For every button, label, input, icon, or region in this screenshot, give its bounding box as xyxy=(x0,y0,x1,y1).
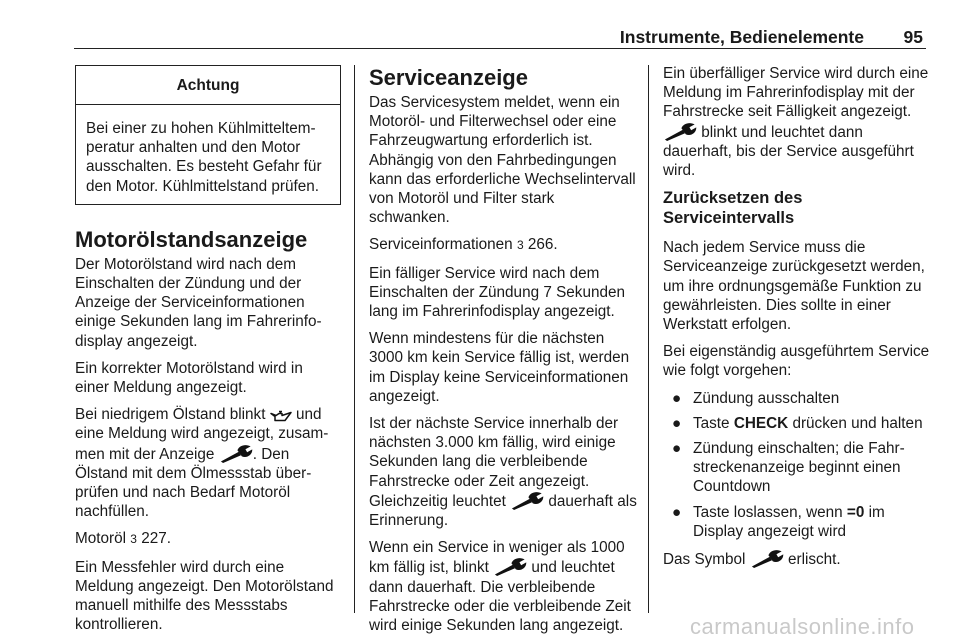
paragraph: Nach jedem Service muss die Serviceanzeige zurückgesetzt werden, um ihre ordnungsgemäße Funktion zu gewährleisten. Dies sollte in einer Werkstatt erfolgen. xyxy=(663,239,925,334)
column-left xyxy=(75,65,341,642)
steps-list xyxy=(663,389,935,541)
column-right xyxy=(663,64,935,577)
paragraph: Das Symbol erlischt. xyxy=(663,551,841,569)
paragraph: Ist der nächste Service innerhalb der nächsten 3.000 km fällig, wird einige Sekunden lang die verbleibende Fahrstrecke oder Zeit angezeigt. Gleichzeitig leuchtet dauerhaft als Erinnerung. xyxy=(369,415,637,530)
watermark: carmanualsonline.info xyxy=(690,614,915,639)
column-divider xyxy=(354,65,355,613)
wrench-icon xyxy=(663,122,697,141)
wrench-icon xyxy=(493,557,527,576)
list-item: ● Taste CHECK drücken und halten xyxy=(672,414,923,432)
list-item: ● Zündung ausschalten xyxy=(672,389,840,407)
check-key-label: CHECK xyxy=(733,414,789,432)
page-header xyxy=(74,0,926,49)
paragraph: Wenn mindestens für die nächsten 3000 km kein Service fällig ist, werden im Display keine Serviceinformationen angezeigt. xyxy=(369,330,630,405)
paragraph: Ein korrekter Motorölstand wird in einer Meldung angezeigt. xyxy=(75,359,303,397)
wrench-icon xyxy=(219,444,253,463)
cross-reference[interactable]: Motoröl 3 227. xyxy=(75,530,171,548)
wrench-icon xyxy=(510,491,544,510)
page-title: Instrumente, Bedienelemente xyxy=(619,27,864,47)
oil-can-icon xyxy=(270,410,292,423)
warning-box xyxy=(75,65,341,205)
paragraph: Ein Messfehler wird durch eine Meldung angezeigt. Den Motorölstand manuell mithilfe des Messstabs kontrollieren. xyxy=(75,558,334,634)
column-divider xyxy=(648,65,649,613)
paragraph: Das Servicesystem meldet, wenn ein Motoröl- und Filterwechsel oder eine Fahrzeugwartung erforderlich ist. Abhängig von den Fahrbedingungen kann das erforderliche Wechselintervall von Motoröl und Filter stark schwanken. xyxy=(369,94,636,227)
paragraph: Der Motorölstand wird nach dem Einschalten der Zündung und der Anzeige der Serviceinformationen einige Sekunden lang im Fahrerinfodisplay angezeigt. xyxy=(75,255,322,350)
column-middle xyxy=(369,65,637,643)
paragraph: Ein überfälliger Service wird durch eine Meldung im Fahrerinfodisplay mit der Fahrstrecke seit Fälligkeit angezeigt. blinkt und leuchtet dann dauerhaft, bis der Service ausgeführt wird. xyxy=(663,65,929,180)
list-item: ● Taste loslassen, wenn =0 im Display angezeigt wird xyxy=(672,503,885,540)
paragraph: Ein fälliger Service wird nach dem Einschalten der Zündung 7 Sekunden lang im Fahrerinfodisplay angezeigt. xyxy=(369,264,625,321)
zero-display-label: =0 xyxy=(846,503,865,521)
service-heading: Serviceanzeige xyxy=(369,65,528,90)
paragraph: Bei niedrigem Ölstand blinkt und eine Meldung wird angezeigt, zusammen mit der Anzeige . Den Ölstand mit dem Ölmessstab überprüfen und nach Bedarf Motoröl nachfüllen. xyxy=(75,406,329,521)
warning-heading: Achtung xyxy=(76,66,340,105)
cross-reference[interactable]: Serviceinformationen 3 266. xyxy=(369,236,558,254)
wrench-icon xyxy=(750,549,784,568)
page-number: 95 xyxy=(903,27,923,47)
arrow-icon: 3 xyxy=(130,532,137,547)
warning-text: Bei einer zu hohen Kühlmitteltemperatur anhalten und den Motor ausschalten. Es besteht Gefahr für den Motor. Kühlmittelstand prüfen. xyxy=(86,120,322,195)
paragraph: Bei eigenständig ausgeführtem Service wie folgt vorgehen: xyxy=(663,343,930,380)
oil-level-heading: Motorölstandsanzeige xyxy=(75,226,308,252)
list-item: ● Zündung einschalten; die Fahrstreckenanzeige beginnt einen Countdown xyxy=(672,440,905,496)
arrow-icon: 3 xyxy=(516,238,524,253)
paragraph: Wenn ein Service in weniger als 1000 km fällig ist, blinkt und leuchtet dann dauerhaft. Die verbleibende Fahrstrecke oder die verbleibende Zeit wird einige Sekunden lang angezeigt. xyxy=(369,539,631,635)
reset-heading: Zurücksetzen des Serviceintervalls xyxy=(663,189,803,228)
